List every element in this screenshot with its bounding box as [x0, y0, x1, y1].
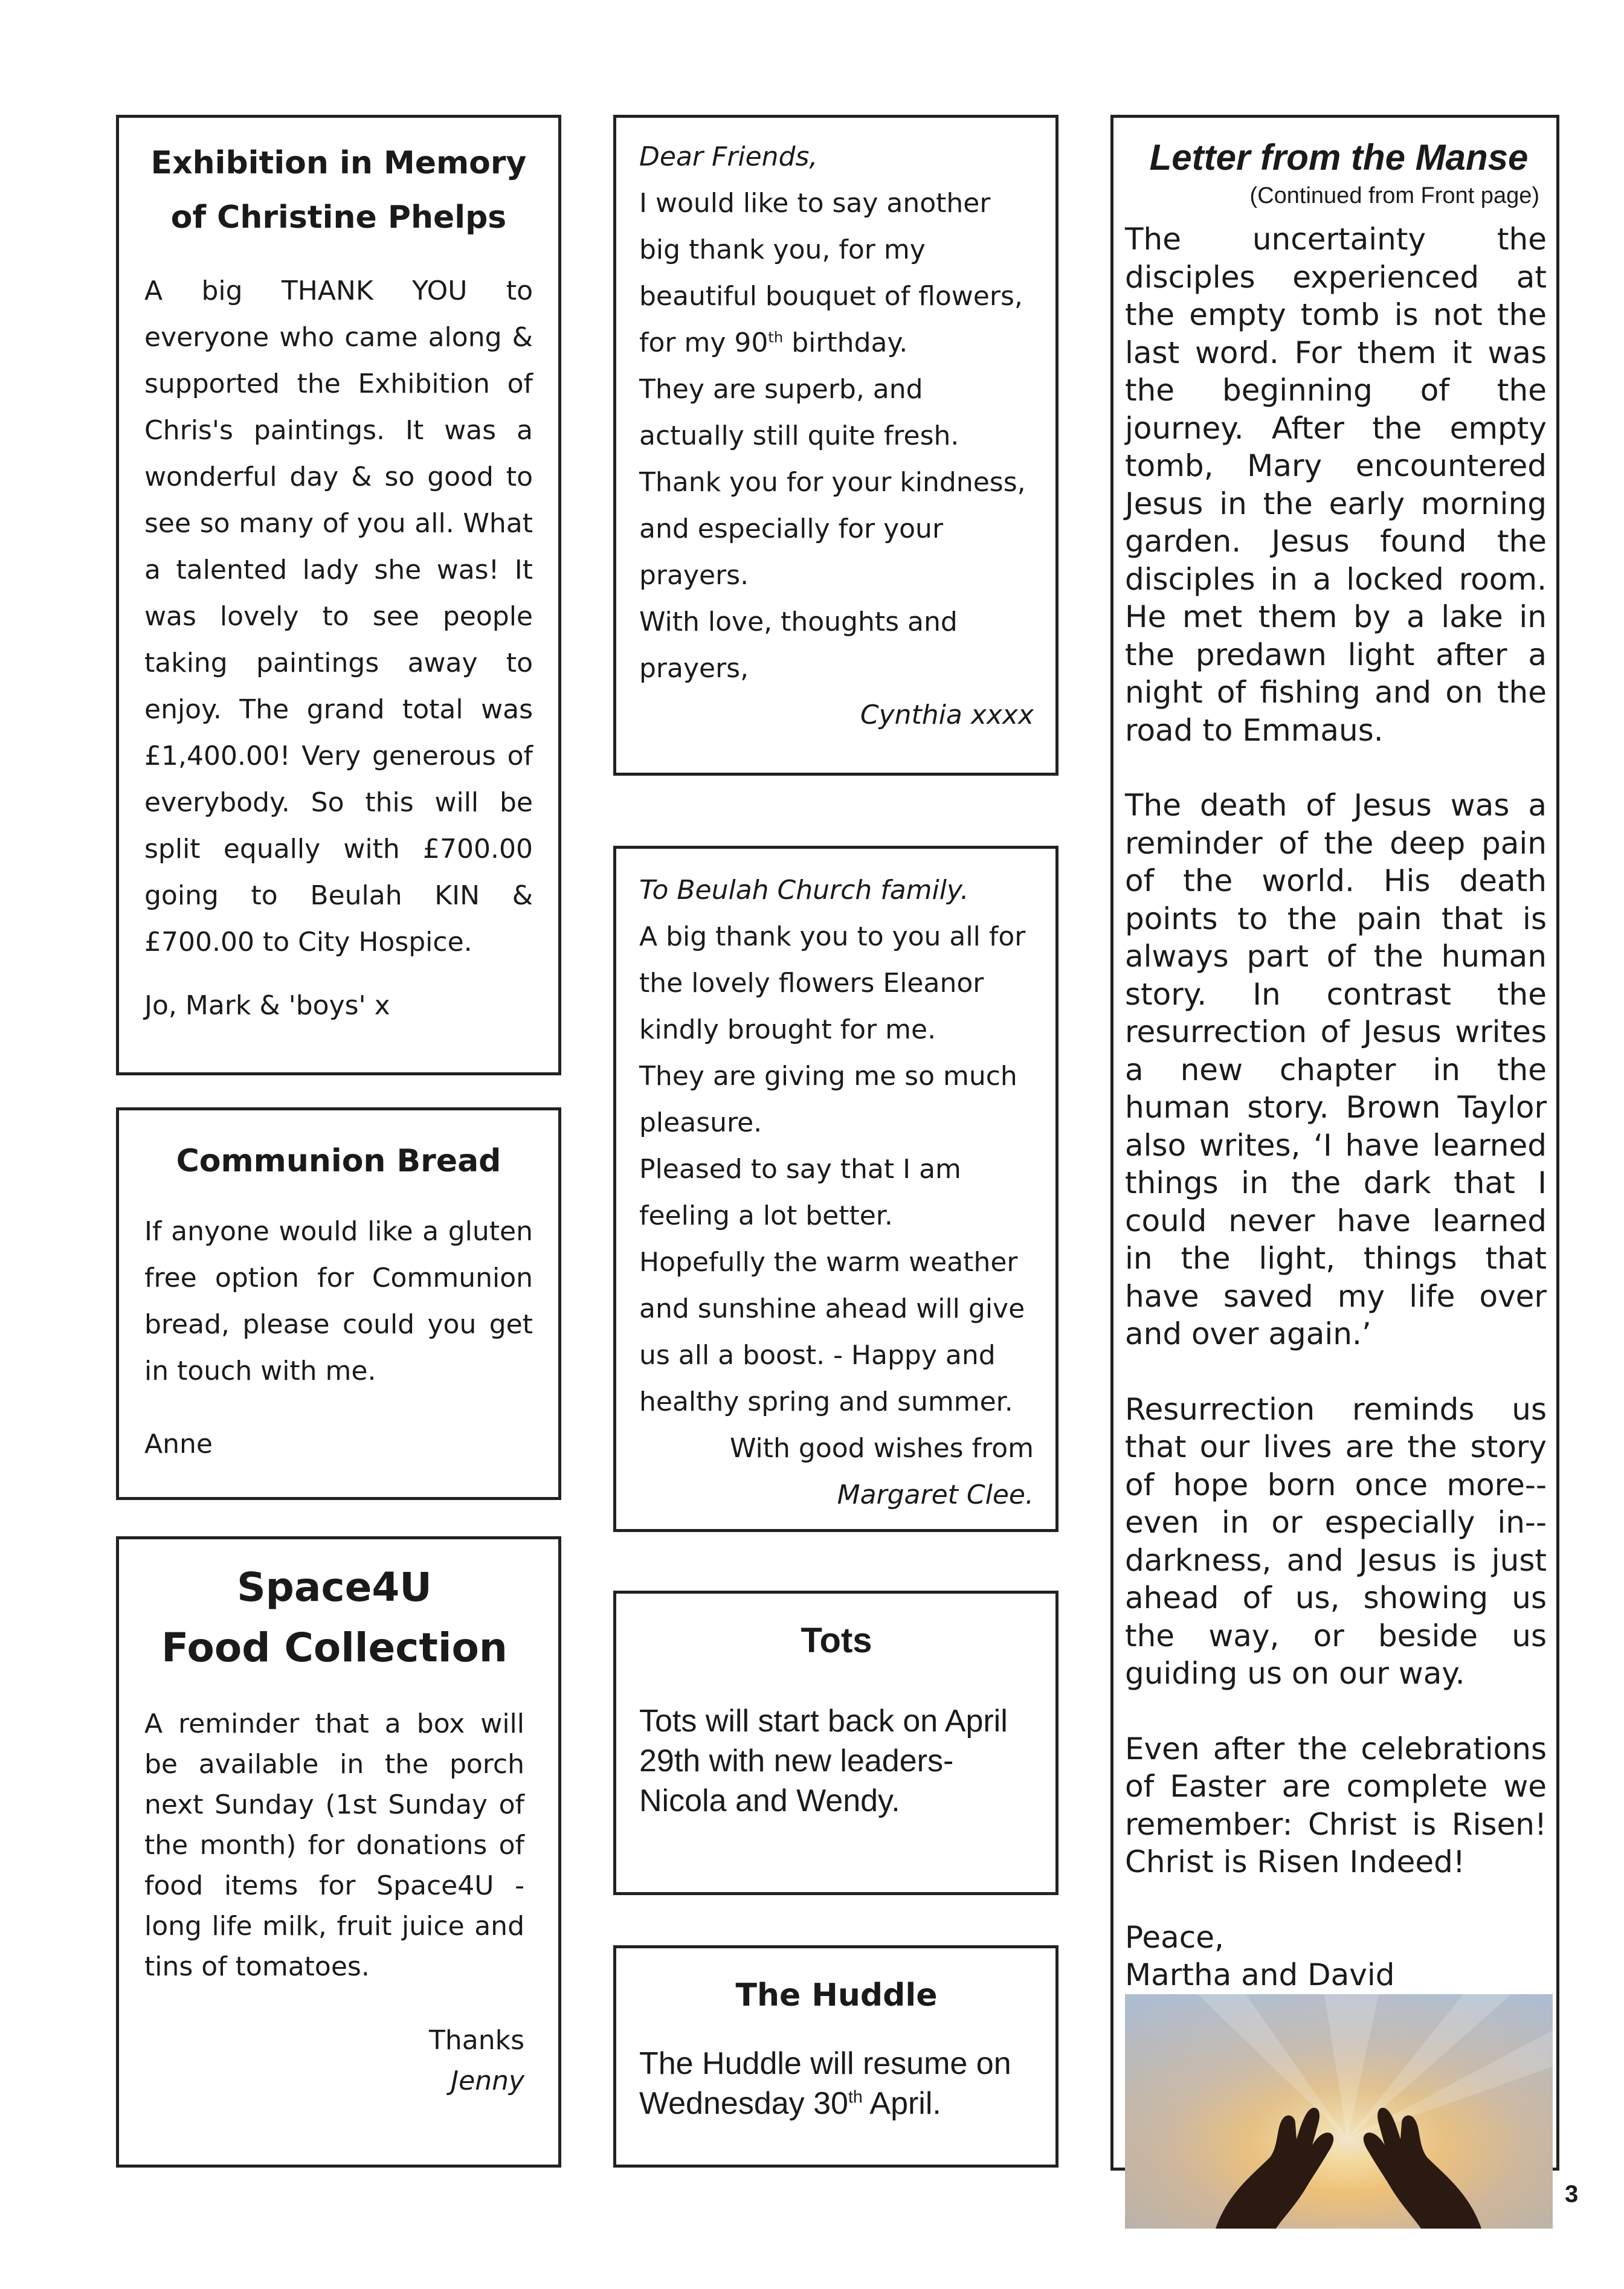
- tots-box: [613, 1591, 1058, 1895]
- beulah-closing: With good wishes from: [730, 1433, 1034, 1464]
- space4u-signature: Jenny: [451, 2065, 524, 2096]
- manse-paragraph-2: The death of Jesus was a reminder of the deep pain of the world. His death points to the pain that is always part of the human story. In contrast the resurrection of Jesus writes a new chapter in the human story. Brown Taylor also writes, ‘I have learned things in the dark that I could never have learned in the light, things that have saved my life over and over again.’: [1125, 788, 1547, 1351]
- huddle-body: The Huddle will resume on Wednesday 30th April.: [639, 2046, 1011, 2121]
- manse-paragraph-1: The uncertainty the disciples experienced at the empty tomb is not the last word. For them it was the beginning of the journey. After the empty tomb, Mary encountered Jesus in the early morning garden. Jesus found the disciples in a locked room. He met them by a lake in the predawn light after a night of fishing and on the road to Emmaus.: [1125, 222, 1547, 748]
- tots-title: Tots: [801, 1621, 872, 1660]
- space4u-thanks: Thanks: [428, 2025, 524, 2056]
- page-number: 3: [1565, 2181, 1579, 2207]
- exhibition-box: [116, 115, 561, 1075]
- beulah-box: [613, 846, 1058, 1532]
- beulah-line2: They are giving me so much pleasure.: [639, 1061, 1017, 1138]
- communion-signature: Anne: [144, 1429, 213, 1460]
- dear-friends-box: [613, 115, 1058, 776]
- huddle-title: The Huddle: [735, 1977, 938, 2014]
- space4u-body: A reminder that a box will be available in the porch next Sunday (1st Sunday of the month) for donations of food items for Space4U - long life milk, fruit juice and tins of tomatoes.: [144, 1708, 524, 1982]
- manse-paragraph-4: Even after the celebrations of Easter are complete we remember: Christ is Risen! Christ is Risen Indeed!: [1125, 1731, 1547, 1879]
- beulah-line4: Hopefully the warm weather and sunshine ahead will give us all a boost. - Happy and healthy spring and summer.: [639, 1247, 1025, 1417]
- dear-friends-line3: Thank you for your kindness, and especially for your prayers.: [639, 467, 1026, 591]
- dear-friends-line1: I would like to say another big thank you, for my beautiful bouquet of flowers, for my 90th birthday.: [639, 188, 1023, 358]
- space4u-title-line2: Food Collection: [161, 1624, 507, 1671]
- beulah-signature: Margaret Clee.: [837, 1479, 1034, 1510]
- dear-friends-line2: They are superb, and actually still quite fresh.: [639, 374, 959, 451]
- manse-subtitle: (Continued from Front page): [1249, 183, 1539, 208]
- beulah-line3: Pleased to say that I am feeling a lot better.: [639, 1154, 961, 1231]
- space4u-title-line1: Space4U: [237, 1564, 432, 1611]
- manse-title: Letter from the Manse: [1149, 137, 1529, 178]
- exhibition-signature: Jo, Mark & 'boys' x: [144, 990, 390, 1021]
- huddle-box: [613, 1945, 1058, 2168]
- beulah-greeting: To Beulah Church family.: [639, 875, 969, 906]
- space4u-box: [116, 1536, 561, 2168]
- manse-sign-off: Peace,: [1125, 1919, 1224, 1955]
- exhibition-body: A big THANK YOU to everyone who came along & supported the Exhibition of Chris's paintings. It was a wonderful day & so good to see so many of you all. What a talented lady she was! It was lovely to see people taking paintings away to enjoy. The grand total was £1,400.00! Very generous of everybody. So this will be split equally with £700.00 going to Beulah KIN & £700.00 to City Hospice.: [144, 275, 533, 958]
- dear-friends-line4: With love, thoughts and prayers,: [639, 607, 958, 684]
- communion-title: Communion Bread: [176, 1143, 501, 1179]
- beulah-line1: A big thank you to you all for the lovely flowers Eleanor kindly brought for me.: [639, 921, 1026, 1045]
- communion-box: [116, 1107, 561, 1500]
- exhibition-title: Exhibition in Memory of Christine Phelps: [150, 145, 527, 236]
- hands-sunrise-image: [1125, 1994, 1553, 2229]
- manse-paragraph-3: Resurrection reminds us that our lives are the story of hope born once more--even in or especially in--darkness, and Jesus is just ahead of us, showing us the way, or beside us guiding us on our way.: [1125, 1391, 1547, 1691]
- tots-body: Tots will start back on April 29th with new leaders- Nicola and Wendy.: [639, 1704, 1008, 1818]
- manse-signature: Martha and David: [1125, 1957, 1395, 1992]
- communion-body: If anyone would like a gluten free option for Communion bread, please could you get in touch with me.: [144, 1216, 533, 1386]
- dear-friends-signature: Cynthia xxxx: [860, 700, 1034, 730]
- dear-friends-greeting: Dear Friends,: [639, 141, 818, 172]
- manse-letter-box: [1110, 115, 1559, 2171]
